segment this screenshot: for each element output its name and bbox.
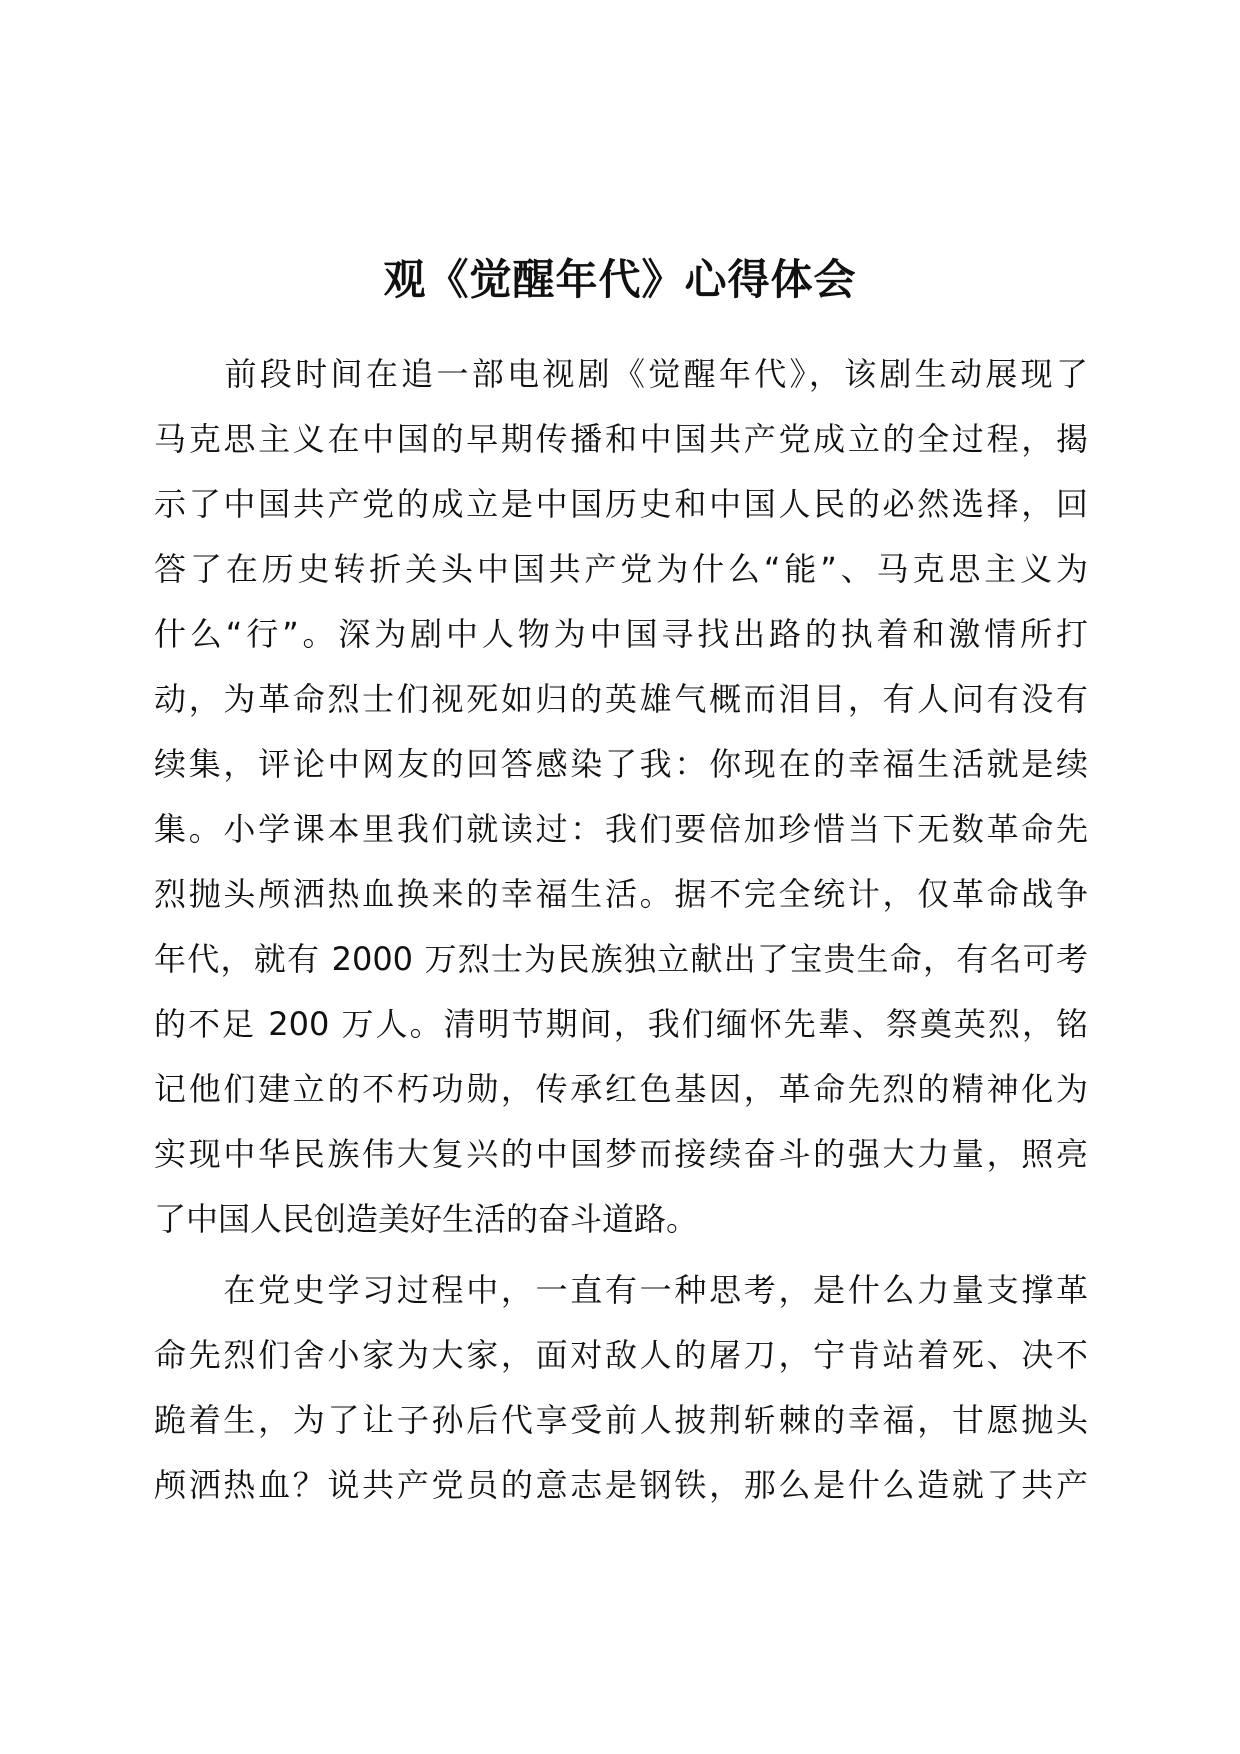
text-line: 烈抛头颅洒热血换来的幸福生活。据不完全统计，仅革命战争 — [154, 875, 1088, 913]
document-title: 观《觉醒年代》心得体会 — [383, 255, 857, 304]
text-line: 跪着生，为了让子孙后代享受前人披荆斩棘的幸福，甘愿抛头 — [154, 1401, 1088, 1439]
text-line: 命先烈们舍小家为大家，面对敌人的屠刀，宁肯站着死、决不 — [154, 1336, 1088, 1374]
text-line: 续集，评论中网友的回答感染了我：你现在的幸福生活就是续 — [154, 745, 1088, 783]
text-line: 了中国人民创造美好生活的奋斗道路。 — [154, 1200, 699, 1238]
paragraph-1 — [154, 342, 1088, 1252]
text-line: 马克思主义在中国的早期传播和中国共产党成立的全过程，揭 — [154, 420, 1088, 458]
paragraph-2 — [154, 1258, 1088, 1518]
text-line: 颅洒热血？说共产党员的意志是钢铁，那么是什么造就了共产 — [154, 1466, 1088, 1504]
text-line: 示了中国共产党的成立是中国历史和中国人民的必然选择，回 — [154, 485, 1088, 523]
text-line: 在党史学习过程中，一直有一种思考，是什么力量支撑革 — [154, 1271, 1088, 1309]
text-line: 集。小学课本里我们就读过：我们要倍加珍惜当下无数革命先 — [154, 810, 1088, 848]
text-line: 的不足 200 万人。清明节期间，我们缅怀先辈、祭奠英烈，铭 — [154, 1005, 1088, 1043]
text-line: 什么“行”。深为剧中人物为中国寻找出路的执着和激情所打 — [154, 615, 1088, 653]
text-line: 动，为革命烈士们视死如归的英雄气概而泪目，有人问有没有 — [154, 680, 1088, 718]
text-line: 实现中华民族伟大复兴的中国梦而接续奋斗的强大力量，照亮 — [154, 1135, 1088, 1173]
text-line: 答了在历史转折关头中国共产党为什么“能”、马克思主义为 — [154, 550, 1088, 588]
text-line: 记他们建立的不朽功勋，传承红色基因，革命先烈的精神化为 — [154, 1070, 1088, 1108]
text-line: 前段时间在追一部电视剧《觉醒年代》，该剧生动展现了 — [154, 355, 1088, 393]
text-line: 年代，就有 2000 万烈士为民族独立献出了宝贵生命，有名可考 — [154, 940, 1088, 978]
